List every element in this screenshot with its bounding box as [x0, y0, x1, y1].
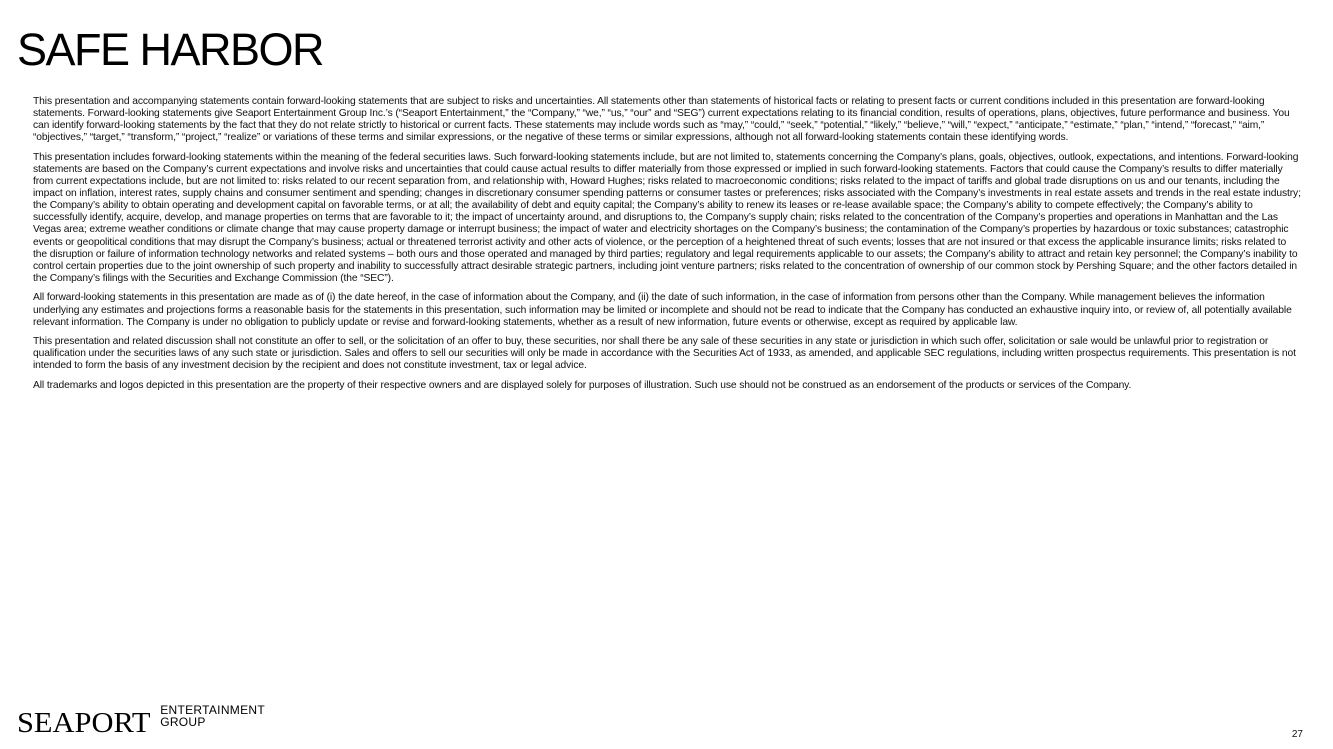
logo-wordmark: SEAPORT: [17, 707, 151, 739]
page-title: SAFE HARBOR: [17, 24, 324, 75]
logo-subtitle-line-1: ENTERTAINMENT: [160, 703, 265, 717]
seaport-logo: [17, 705, 265, 739]
disclaimer-body: [33, 96, 1301, 400]
paragraph-forward-looking-intro: This presentation and accompanying statements contain forward-looking statements that are subject to risks and uncertainties. All statements other than statements of historical facts or relating to present facts or current conditions included in this presentation are forward-looking statements. Forward-looking statements give Seaport Entertainment Group Inc.’s (“Seaport Entertainment,” the “Company,” “we,” “us,” “our” and “SEG”) current expectations relating to its financial condition, results of operations, plans, objectives, future performance and business. You can identify forward-looking statements by the fact that they do not relate strictly to historical or current facts. These statements may include words such as “may,” “could,” “seek,” “potential,” “likely,” “believe,” “will,” “expect,” “anticipate,” “estimate,” “plan,” “intend,” “forecast,” “aim,” “objectives,” “target,” “transform,” “project,” “realize” or variations of these terms and similar expressions, or the negative of these terms or similar expressions, although not all forward-looking statements contain these identifying words.: [33, 96, 1290, 144]
paragraph-risk-factors: This presentation includes forward-looking statements within the meaning of the federal securities laws. Such forward-looking statements include, but are not limited to, statements concerning the Company’s plans, goals, objectives, outlook, expectations, and intentions. Forward-looking statements are based on the Company’s current expectations and involve risks and uncertainties that could cause actual results to differ materially from those expressed or implied in such forward-looking statements. Factors that could cause the Company’s results to differ materially from current expectations include, but are not limited to: risks related to our recent separation from, and relationship with, Howard Hughes; risks related to macroeconomic conditions; risks related to the impact of tariffs and global trade disruptions on us and our tenants, including the impact on inflation, interest rates, supply chains and consumer sentiment and spending; changes in discretionary consumer spending patterns or consumer tastes or preferences; risks associated with the Company’s investments in real estate assets and trends in the real estate industry; the Company’s ability to obtain operating and development capital on favorable terms, or at all; the availability of debt and equity capital; the Company’s ability to renew its leases or re-lease available space; the Company’s ability to compete effectively; the Company’s ability to successfully identify, acquire, develop, and manage properties on terms that are favorable to it; the impact of uncertainty around, and disruptions to, the Company’s supply chain; risks related to the concentration of the Company’s properties and operations in Manhattan and the Las Vegas area; extreme weather conditions or climate change that may cause property damage or interrupt business; the impact of water and electricity shortages on the Company’s business; the contamination of the Company’s properties by hazardous or toxic substances; catastrophic events or geopolitical conditions that may disrupt the Company’s business; actual or threatened terrorist activity and other acts of violence, or the perception of a heightened threat of such events; losses that are not insured or that excess the applicable insurance limits; risks related to the disruption or failure of information technology networks and related systems – both ours and those operated and managed by third parties; regulatory and legal requirements applicable to our assets; the Company’s ability to attract and retain key personnel; the Company’s inability to control certain properties due to the joint ownership of such property and inability to successfully attract desirable strategic partners, including joint venture partners; risks related to the concentration of ownership of our common stock by Pershing Square; and the other factors detailed in the Company’s filings with the Securities and Exchange Commission (the “SEC”).: [33, 151, 1301, 284]
paragraph-trademarks: All trademarks and logos depicted in this presentation are the property of their respective owners and are displayed solely for purposes of illustration. Such use should not be construed as an endorsement of the products or services of the Company.: [33, 379, 1132, 391]
logo-subtitle-line-2: GROUP: [160, 714, 206, 729]
paragraph-no-offer: This presentation and related discussion shall not constitute an offer to sell, or the solicitation of an offer to buy, these securities, nor shall there be any sale of these securities in any state or jurisdiction in which such offer, solicitation or sale would be unlawful prior to registration or qualification under the securities laws of any such state or jurisdiction. Sales and offers to sell our securities will only be made in accordance with the Securities Act of 1933, as amended, and applicable SEC regulations, including written prospectus requirements. This presentation is not intended to form the basis of any investment decision by the recipient and does not constitute investment, tax or legal advice.: [33, 336, 1296, 372]
logo-subtitle: [160, 705, 265, 728]
page-number: 27: [1291, 729, 1303, 740]
paragraph-date-of-statements: All forward-looking statements in this presentation are made as of (i) the date hereof, in the case of information about the Company, and (ii) the date of such information, in the case of information from persons other than the Company. While management believes the information underlying any estimates and projections forms a reasonable basis for the statements in this presentation, such information may be limited or incomplete and should not be read to indicate that the Company has conducted an exhaustive inquiry into, or review of, all potentially available relevant information. The Company is under no obligation to publicly update or revise and forward-looking statements, whether as a result of new information, future events or otherwise, except as required by applicable law.: [33, 292, 1292, 328]
